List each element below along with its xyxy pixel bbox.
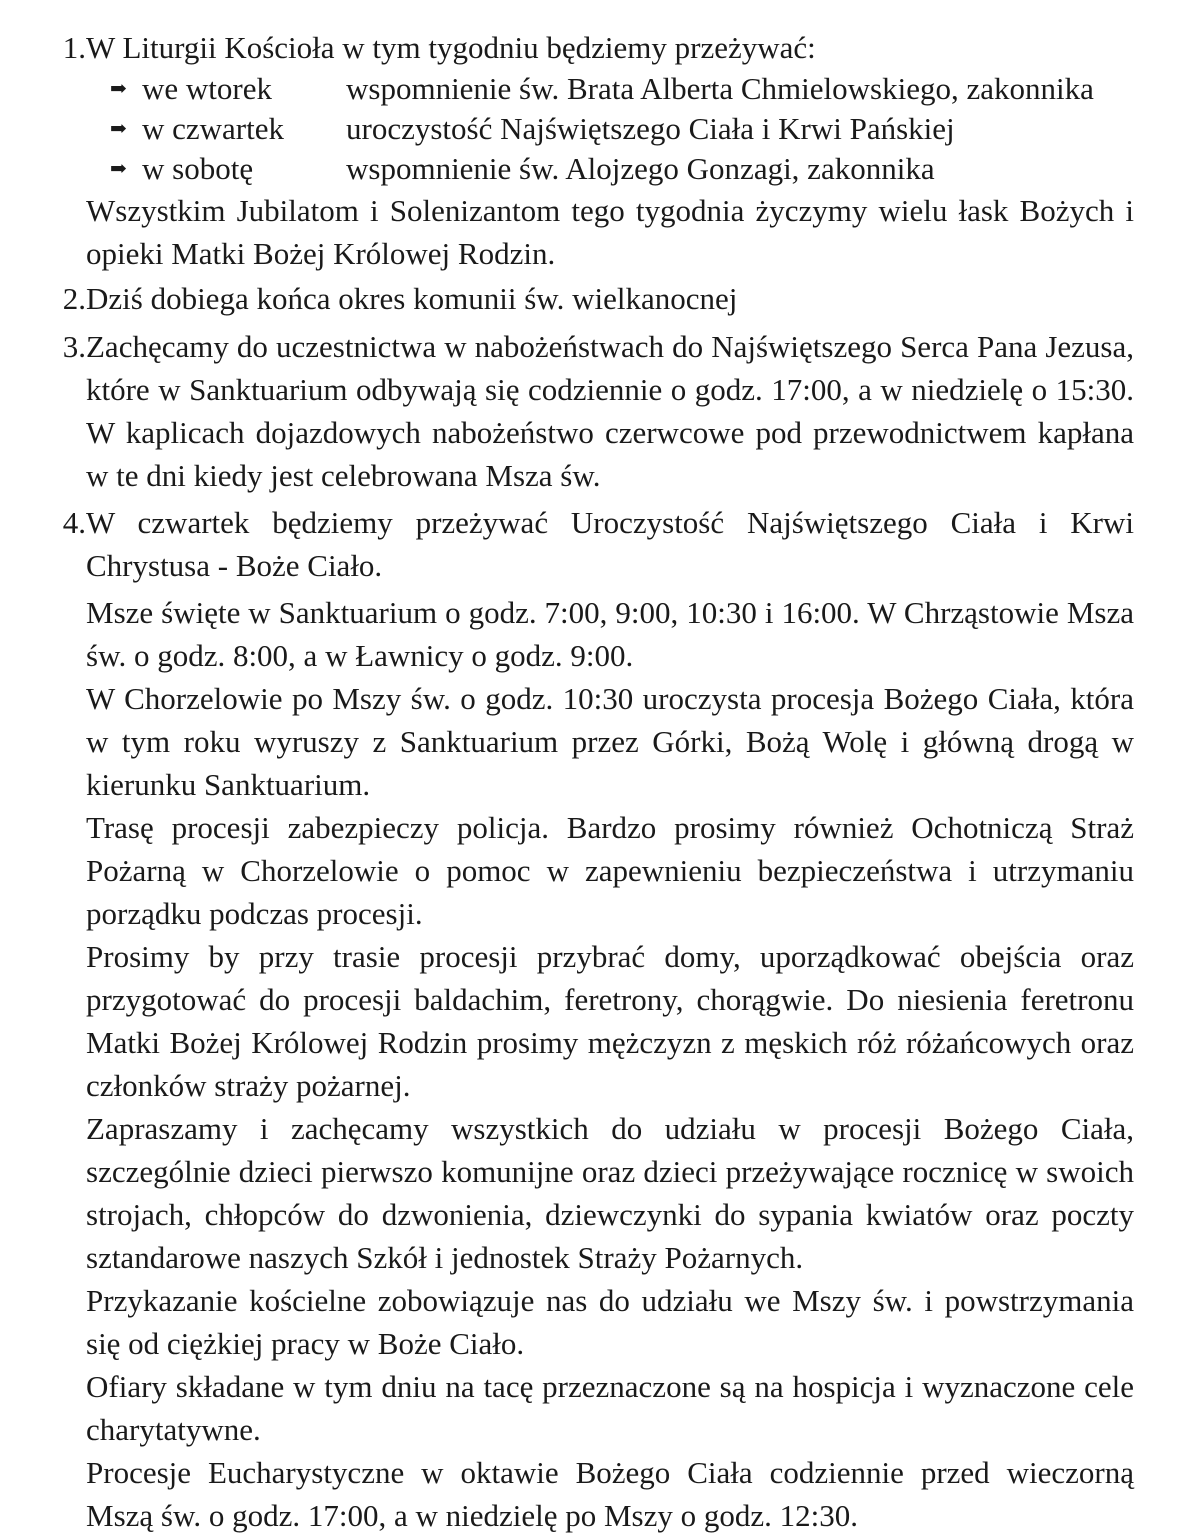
event-description: wspomnienie św. Alojzego Gonzagi, zakonnika: [346, 151, 935, 186]
event-day: w czwartek: [142, 111, 284, 146]
security-paragraph: Trasę procesji zabezpieczy policja. Bardzo prosimy również Ochotniczą Straż Pożarną w Chorzelowie o pomoc w zapewnieniu bezpieczeństwa i utrzymaniu porządku podczas procesji.: [86, 810, 1134, 931]
arrow-right-icon: ➡: [110, 78, 127, 100]
arrow-right-icon: ➡: [110, 158, 127, 180]
item-body: [86, 26, 1134, 275]
invitation-paragraph: Zapraszamy i zachęcamy wszystkich do udziału w procesji Bożego Ciała, szczególnie dzieci pierwszo komunijne oraz dzieci przeżywające rocznicę w swoich strojach, chłopców do dzwonienia, dziewczynki do sypania kwiatów oraz poczty sztandarowe naszych Szkół i jednostek Straży Pożarnych.: [86, 1111, 1134, 1275]
item-number: 2.: [62, 281, 86, 316]
wishes-text: Wszystkim Jubilatom i Solenizantom tego tygodnia życzymy wielu łask Bożych i opieki Matki Bożej Królowej Rodzin.: [86, 193, 1134, 271]
liturgy-event: [86, 109, 1134, 149]
liturgy-events-list: [86, 69, 1134, 189]
mass-schedule-paragraph: Msze święte w Sanktuarium o godz. 7:00, 9:00, 10:30 i 16:00. W Chrząstowie Msza św. o godz. 8:00, a w Ławnicy o godz. 9:00.: [86, 595, 1134, 673]
item-number: 1.: [62, 30, 86, 65]
procession-route-paragraph: W Chorzelowie po Mszy św. o godz. 10:30 uroczysta procesja Bożego Ciała, która w tym roku wyruszy z Sanktuarium przez Górki, Bożą Wolę i główną drogą w kierunku Sanktuarium.: [86, 681, 1134, 802]
preparations-paragraph: Prosimy by przy trasie procesji przybrać domy, uporządkować obejścia oraz przygotować do procesji baldachim, feretrony, chorągwie. Do niesienia feretronu Matki Bożej Królowej Rodzin prosimy mężczyzn z męskich róż różańcowych oraz członków straży pożarnej.: [86, 939, 1134, 1103]
octave-processions-paragraph: Procesje Eucharystyczne w oktawie Bożego Ciała codziennie przed wieczorną Mszą św. o godz. 17:00, a w niedzielę po Mszy o godz. 12:30.: [86, 1455, 1134, 1533]
arrow-right-icon: ➡: [110, 118, 127, 140]
event-description: wspomnienie św. Brata Alberta Chmielowskiego, zakonnika: [346, 71, 1094, 106]
event-day: w sobotę: [142, 151, 254, 186]
event-description: uroczystość Najświętszego Ciała i Krwi Pańskiej: [346, 111, 955, 146]
item-text: W Liturgii Kościoła w tym tygodniu będziemy przeżywać:: [86, 30, 816, 65]
liturgy-event: [86, 69, 1134, 109]
item-number: 3.: [62, 329, 86, 364]
item-body: [86, 277, 1134, 320]
item-body: [86, 325, 1134, 497]
event-day: we wtorek: [142, 71, 272, 106]
item-text: Zachęcamy do uczestnictwa w nabożeństwach do Najświętszego Serca Pana Jezusa, które w Sanktuarium odbywają się codziennie o godz. 17:00, a w niedzielę o 15:30. W kaplicach dojazdowych nabożeństwo czerwcowe pod przewodnictwem kapłana w te dni kiedy jest celebrowana Msza św.: [86, 329, 1134, 493]
offerings-paragraph: Ofiary składane w tym dniu na tacę przeznaczone są na hospicja i wyznaczone cele charytatywne.: [86, 1369, 1134, 1447]
item-number: 4.: [62, 505, 86, 540]
liturgy-event: [86, 149, 1134, 189]
church-precept-paragraph: Przykazanie kościelne zobowiązuje nas do udziału we Mszy św. i powstrzymania się od ciężkiej pracy w Boże Ciało.: [86, 1283, 1134, 1361]
item-text: Dziś dobiega końca okres komunii św. wielkanocnej: [86, 281, 738, 316]
item-text: W czwartek będziemy przeżywać Uroczystość Najświętszego Ciała i Krwi Chrystusa - Boże Ciało.: [86, 505, 1134, 583]
item-body: [86, 501, 1134, 1537]
